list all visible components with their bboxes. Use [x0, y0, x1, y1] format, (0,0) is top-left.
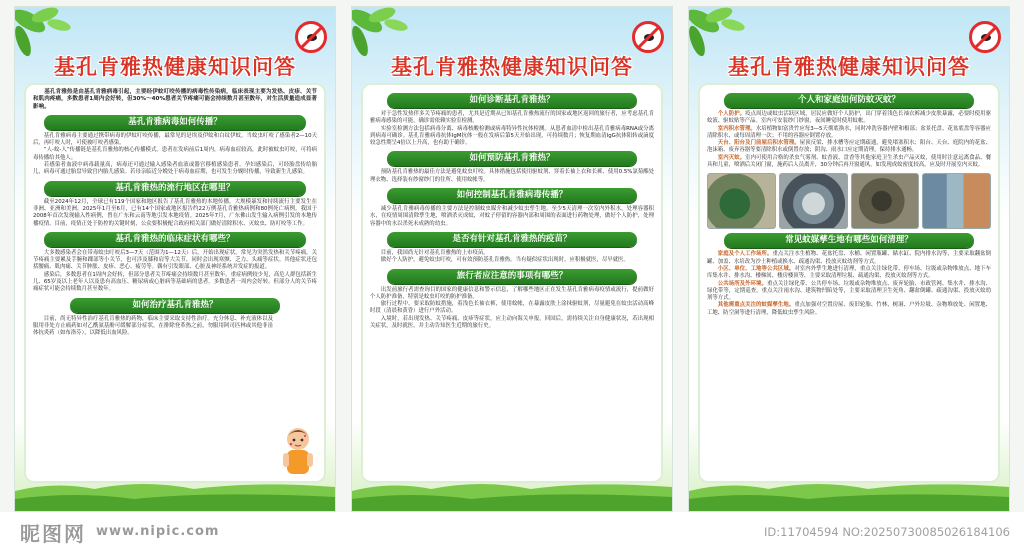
item-text: 室内可使用合格的杀虫气雾剂、蚊香液、盘香等其他家庭卫生杀虫产品灭蚊，使用时注意远离食品、餐具和儿童，喷洒后关闭门窗，施药后人员离开，30分钟后再开窗通风。如发现成蚊密度较高，应及时开展室内灭蚊。: [707, 154, 991, 169]
item-text: 对室内外孳生地进行清理，重点关注绿化带、停车场、垃圾或杂物堆放点、地下车库集水井、排水沟、楼梯间、楼房楼顶等，主要采取清理垃圾、疏通沟渠、投放灭蚊剂等方式。: [707, 265, 991, 280]
paragraph: 旅行过程中，要采取防蚊措施，着浅色长袖衣裤，使用蚊帐，在暴露皮肤上涂抹驱蚊剂，尽量避免在蚊虫活动高峰时段（清晨和黄昏）进行户外活动。: [370, 301, 654, 315]
item-tag: 室内灭蚊。: [717, 154, 746, 161]
paragraph: 目前，尚无特异性治疗基孔肯雅热的药物，临床主要采取支持性治疗。充分休息、补充液体以及服用非处方止痛药如对乙酰氨基酚可缓解部分症状。在排除登革热之前，勿服用阿司匹林或其他非甾体抗炎药（如布洛芬），以降低出血风险。: [33, 315, 273, 337]
intro-paragraph: 基孔肯雅热是由基孔肯雅病毒引起，主要经伊蚊叮咬传播的病毒性传染病，临床表现主要为发热、皮疹、关节和肌肉疼痛，多数患者1周内会好转，但30%～40%患者关节疼痛可能会持续数月甚至数年，对生活质量造成显著影响。: [33, 89, 317, 110]
item-text: 重点加强对空置房屋、废旧轮胎、竹林、树洞、户外垃圾、杂物堆放处、闲置地、工地、防空洞等进行清理，降低蚊虫孳生风险。: [707, 302, 991, 316]
list-item: [707, 155, 991, 170]
section-heading: 基孔肯雅病毒如何传播？: [44, 115, 305, 130]
grass-decoration: [352, 477, 672, 511]
section-heading: 是否有针对基孔肯雅热的疫苗？: [387, 232, 637, 247]
paragraph: 截至2024年12月，全球已有119个国家和地区报告了基孔肯雅热的本地传播，大规模暴发和持续流行主要发生在非洲、亚洲和美洲。2025年1月至6月，已有14个国家或地区报告约22万例基孔肯雅热病例和80例死亡病例。我国于2008年首次发现输入性病例，曾在广东和云南等地引发本地疫情。2025年7月，广东佛山发生输入病例引发的本地传播疫情。目前，疫情正处于防控的关键时刻，公众要积极配合政府相关部门做好清除积水、灭蚊虫、防叮咬等工作。: [33, 198, 317, 227]
list-item: [707, 281, 991, 303]
item-text: 重点关注水生植物、花盆托盘、水桶、闲置瓶罐、储水缸、院内排水沟等，主要采取翻盆倒罐、加盖、水培改为沙土种植或换水、疏通沟渠、投放灭蚊幼剂等方式。: [707, 251, 991, 265]
item-text: 水培植物如富贵竹应每3—5天彻底换水，同时冲洗容器内壁和根部；盆景托盘、花盆底盘等容器应清除积水，或每周清理一次；不用的容器应倒置存放。: [707, 125, 991, 139]
paragraph: 预防基孔肯雅热的最佳方法是避免蚊虫叮咬。具体措施包括使用驱蚊剂、穿着长袖上衣和长裤、使用0.5%氯菊酯处理衣物、选择装有纱窗纱门的住所、使用蚊帐等。: [370, 169, 654, 183]
no-mosquito-icon: [969, 21, 1001, 53]
poster-title: 基孔肯雅热健康知识问答: [54, 55, 296, 79]
item-tag: 家庭及个人工作场所。: [717, 251, 773, 258]
item-text: 疫点周边或蚊虫活跃区域，居民应做好个人防护，出门穿着浅色长袖衣裤减少皮肤暴露，必要时使用驱蚊液、驱蚊贴等产品。室内可安装纱门纱窗，夜间睡觉时使用蚊帐。: [707, 111, 991, 125]
paragraph: 实验室检测方法包括病毒分离、病毒核酸检测或病毒特异性抗体检测。从患者血清中检出基孔肯雅病毒RNA或分离到病毒可确诊。基孔肯雅病毒抗体IgM抗体一般在发病后第5天开始出现，可持续数月；恢复期血清IgG抗体阳转或滴度较急性期呈4倍以上升高，也有助于确诊。: [370, 125, 654, 147]
grass-decoration: [689, 477, 1009, 511]
item-tag: 天台、阳台及门前屋后积水管理。: [717, 140, 800, 147]
poster-title: 基孔肯雅热健康知识问答: [728, 55, 970, 79]
grass-decoration: [15, 477, 335, 511]
section-heading: 如何治疗基孔肯雅热？: [70, 298, 280, 313]
paragraph: 若感染者血液中病毒载量高，病毒还可通过输入感染者血液或器官移植感染患者。孕妇感染后，可经胎盘传给胎儿，病毒可通过胎盘导致宫内胎儿感染。若母亲临近分娩处于病毒血症期，也可发生分娩时传播，导致新生儿感染。: [33, 162, 317, 176]
paragraph: 大多数感染者会在带毒蚊虫叮咬后3—7天（范围为1—12天）后，开始出现症状。常见为突然发热和关节疼痛，关节疼痛主要累及手腕和踝部等小关节，也可涉及膝和肩等大关节，同时会出现寒颤、乏力、头痛等症状。其他症状还包括腰痛、肌肉痛、关节肿胀、皮疹、恶心、疲劳等。偶有引发眼部、心脏及神经系统并发症的报道。: [33, 249, 317, 271]
section-heading: 如何诊断基孔肯雅热？: [387, 93, 637, 108]
list-item: [707, 302, 991, 317]
water-container-photo: [707, 173, 776, 229]
poster-3: [688, 6, 1010, 512]
poster-2: [351, 6, 673, 512]
content-card: [24, 83, 326, 483]
section-heading: 基孔肯雅热的流行地区在哪里？: [44, 181, 305, 196]
item-text: 重点关注绿化带、公共停车场、垃圾或杂物堆放点、废弃轮胎、市政管网、集水井、排水沟、绿化带等，定期巡查，重点关注雨水沟、建筑物凹陷处等，主要采取清理卫生死角、翻盆倒罐、疏通沟渠、投放灭蚊幼剂等方式。: [707, 280, 991, 302]
poster-title: 基孔肯雅热健康知识问答: [391, 55, 633, 79]
yard-container-photo: [922, 173, 991, 229]
section-heading: 个人和家庭如何防蚊灭蚊？: [724, 93, 974, 108]
section-heading: 如何控制基孔肯雅病毒传播？: [387, 188, 637, 203]
paragraph: “人-蚊-人”传播链是基孔肯雅热的核心传播模式。患者在发病前后1周内，病毒血症较高，此时被蚊虫叮咬，可将病毒传播给其他人。: [33, 147, 317, 161]
paragraph: 入境时，若出现发热、关节疼痛、皮疹等症状，应主动向海关申报。回国后，需持续关注自身健康状况，若出现相关症状，及时就医，并主动告知医生近期的旅行史。: [370, 315, 654, 330]
item-tag: 室内积水管理。: [717, 125, 756, 132]
paragraph: 基孔肯雅病毒主要通过携带病毒的伊蚊叮咬传播，最常见的是埃及伊蚊和白纹伊蚊。当蚊虫叮咬了感染者2—10天后，再叮咬人时，可使被叮咬者感染。: [33, 132, 317, 147]
content-card: [698, 83, 1000, 483]
paragraph: 对于急性发热伴多关节疼痛的患者，尤其是近期从已知基孔肯雅热流行的国家或地区返回的旅行者，应考虑基孔肯雅病毒感染的可能，确诊需依赖实验室检测。: [370, 111, 654, 125]
watermark-url[interactable]: www.nipic.com: [96, 524, 220, 539]
section-heading: 基孔肯雅热的临床症状有哪些？: [44, 232, 305, 247]
photo-strip: [707, 173, 991, 229]
item-text: 屋顶反梁、排水槽等应定期疏通，避免堵塞积水；阳台、天台、庭院内的花盆、泡沫箱、废弃容器等要清除积水或倒置存放；阴沟、雨水口应定期清理，保持排水通畅。: [707, 140, 991, 154]
no-mosquito-icon: [632, 21, 664, 53]
item-tag: 公共场所及外环境。: [717, 280, 767, 287]
paragraph: 目前，我国尚无针对基孔肯雅热的上市疫苗。: [380, 249, 489, 256]
list-item: [707, 266, 991, 281]
item-tag: 其他需重点关注的蚊媒孳生地。: [717, 302, 795, 309]
section-heading: 如何预防基孔肯雅热？: [387, 151, 637, 166]
paragraph: 做好个人防护，避免蚊虫叮咬，可有效预防基孔肯雅热。当有疑似症状出现时，应积极就医，尽早就医。: [380, 257, 629, 264]
section-heading: 常见蚊媒孳生地有哪些如何清理？: [724, 233, 974, 248]
section-heading: 旅行者应注意的事项有哪些？: [387, 269, 637, 284]
paragraph: 减少基孔肯雅病毒传播的主要方法是控制蚊虫媒介和减少蚊虫孳生地。至少5天清理一次室内外积水，处理容器积水，在疫情周围清除孳生地，喷洒杀灭成蚊，对蚊子停留的容器内部和周围的表面进行药物处理，做好个人防护，处理容器中的水以杀死未成熟的幼虫。: [370, 206, 654, 227]
item-tag: 个人防护。: [717, 111, 746, 117]
content-card: [361, 83, 663, 483]
watermark-id: ID:11704594 NO:20250730085026184106: [764, 525, 1010, 539]
paragraph: 感染后，多数患者在1周内会好转，但部分患者关节疼痛会持续数月甚至数年。重症病例较少见，高危人群包括新生儿、65岁及以上老年人以及患有高血压、糖尿病或心脏病等基础病的患者。多数患者一周内会好转，但部分人的关节疼痛症状可能会持续数月甚至数年。: [33, 271, 317, 293]
item-tag: 小区、单位、工地等公共区域。: [717, 265, 795, 272]
list-item: [707, 251, 991, 266]
standing-water-photo: [851, 173, 920, 229]
child-illustration: [278, 425, 318, 477]
poster-1: [14, 6, 336, 512]
paragraph: 出发前旅行者需查询目的国家的健康信息和警示信息，了解哪些地区正在发生基孔肯雅病毒疫情或流行，提前做好个人防护准备，特别是蚊虫叮咬的防护准备。: [370, 286, 654, 300]
watermark-bar: [0, 512, 1024, 544]
list-item: [707, 126, 991, 141]
water-bucket-photo: [779, 173, 848, 229]
watermark-logo: 昵图网: [20, 522, 86, 544]
list-item: [707, 111, 991, 126]
no-mosquito-icon: [295, 21, 327, 53]
list-item: [707, 140, 991, 155]
